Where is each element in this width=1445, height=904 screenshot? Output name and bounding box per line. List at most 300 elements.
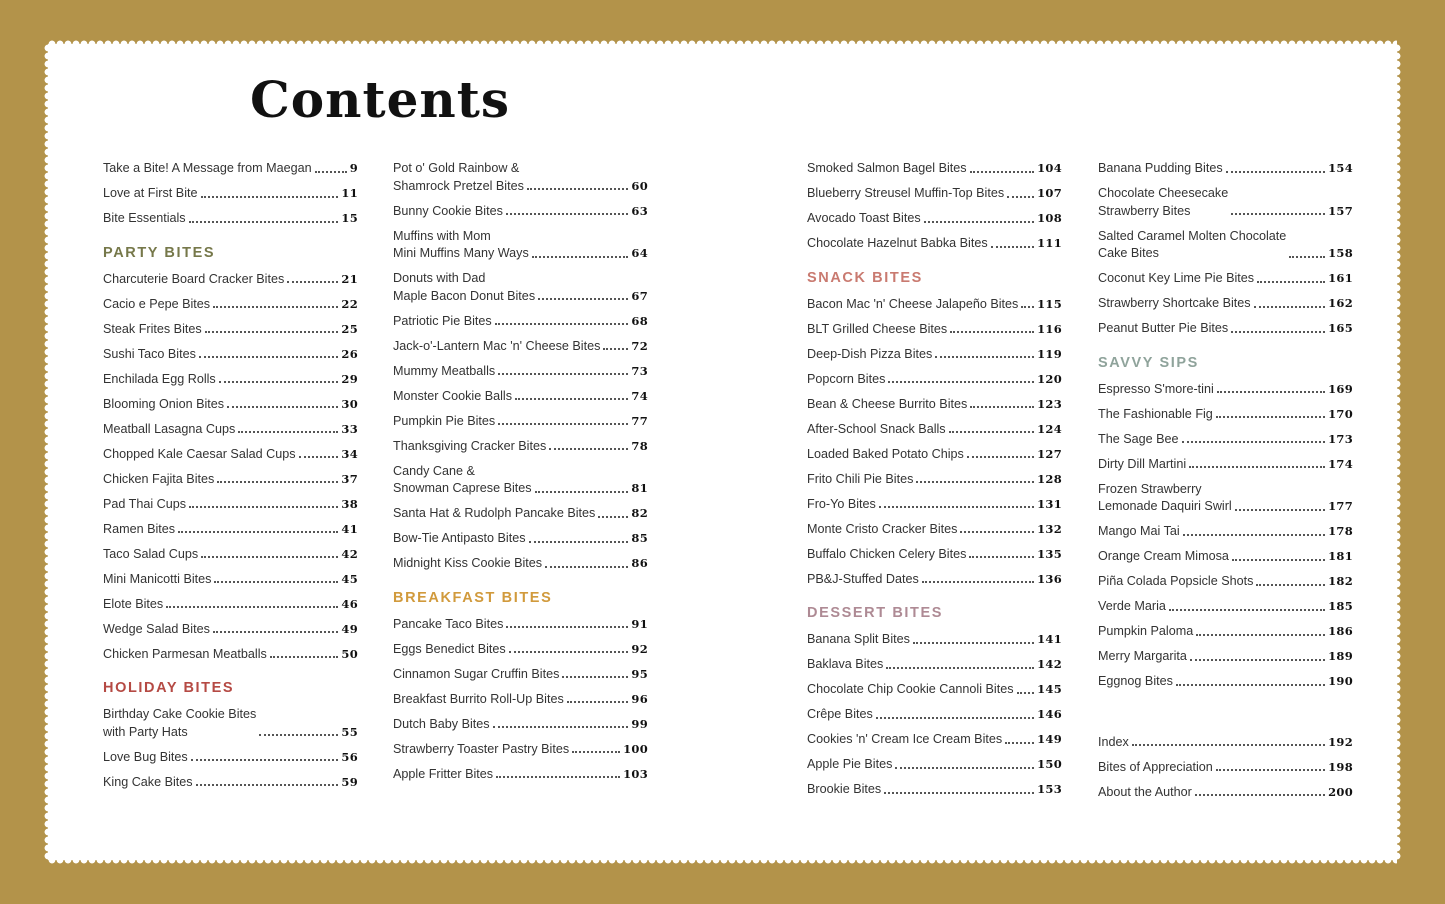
toc-entry-title: Salted Caramel Molten Chocolate Cake Bites xyxy=(1098,228,1287,260)
toc-entry[interactable] xyxy=(103,521,358,539)
toc-entry[interactable] xyxy=(393,160,648,195)
dot-leader xyxy=(1216,416,1325,418)
toc-entry[interactable] xyxy=(807,160,1062,178)
dot-leader xyxy=(949,431,1035,433)
toc-entry-title: Banana Split Bites xyxy=(807,632,910,646)
toc-entry-title: Buffalo Chicken Celery Bites xyxy=(807,546,967,561)
dot-leader xyxy=(1021,306,1034,308)
toc-entry[interactable] xyxy=(103,774,358,792)
toc-entry-title: The Fashionable Fig xyxy=(1098,406,1213,421)
toc-entry-page: 104 xyxy=(1037,161,1062,175)
toc-entry-title: About the Author xyxy=(1098,784,1192,799)
dot-leader xyxy=(1132,744,1325,746)
toc-entry-page: 49 xyxy=(341,621,358,636)
toc-entry-page: 173 xyxy=(1328,431,1353,446)
toc-entry-page: 85 xyxy=(631,531,648,545)
dot-leader xyxy=(916,481,1034,483)
toc-entry[interactable] xyxy=(1098,228,1353,263)
toc-entry[interactable] xyxy=(393,203,648,221)
toc-entry-title: Steak Frites Bites xyxy=(103,321,202,336)
toc-entry-title: Bites of Appreciation xyxy=(1098,759,1213,774)
toc-entry-title: Frito Chili Pie Bites xyxy=(807,471,914,486)
dot-leader xyxy=(1226,171,1325,173)
toc-entry-title: Bunny Cookie Bites xyxy=(393,203,503,218)
toc-entry[interactable] xyxy=(393,505,648,523)
dot-leader xyxy=(549,448,628,450)
toc-entry[interactable] xyxy=(807,496,1062,514)
dot-leader xyxy=(970,406,1034,408)
toc-column-2 xyxy=(393,160,648,791)
toc-entry-page: 149 xyxy=(1037,732,1062,746)
toc-entry-title: Chocolate Cheesecake Strawberry Bites xyxy=(1098,186,1229,218)
toc-entry[interactable] xyxy=(807,371,1062,389)
toc-entry[interactable] xyxy=(393,363,648,381)
dot-leader xyxy=(1190,659,1325,661)
toc-entry-page: 92 xyxy=(631,641,648,656)
toc-entry-page: 107 xyxy=(1037,186,1062,200)
stamp-edge-left xyxy=(44,44,52,860)
dot-leader xyxy=(922,581,1034,583)
toc-entry-title: Apple Pie Bites xyxy=(807,757,893,771)
toc-entry[interactable] xyxy=(807,756,1062,774)
toc-entry-page: 55 xyxy=(341,724,358,739)
section-heading: DESSERT BITES xyxy=(807,605,944,621)
toc-entry[interactable] xyxy=(103,496,358,514)
dot-leader xyxy=(213,631,339,633)
toc-entry[interactable] xyxy=(103,749,358,767)
toc-entry-title: Orange Cream Mimosa xyxy=(1098,549,1229,563)
toc-entry-title: Charcuterie Board Cracker Bites xyxy=(103,271,285,286)
toc-entry[interactable] xyxy=(393,716,648,734)
toc-entry-page: 198 xyxy=(1328,759,1353,774)
toc-entry-page: 22 xyxy=(341,296,358,311)
dot-leader xyxy=(535,491,629,493)
toc-entry-page: 161 xyxy=(1328,271,1353,285)
toc-entry[interactable] xyxy=(1098,481,1353,516)
toc-entry-title: Pumpkin Pie Bites xyxy=(393,413,496,428)
toc-entry[interactable] xyxy=(393,766,648,784)
toc-entry-title: Index xyxy=(1098,734,1129,749)
section-heading: SNACK BITES xyxy=(807,269,923,286)
toc-entry[interactable] xyxy=(807,656,1062,674)
toc-entry[interactable] xyxy=(103,210,358,228)
toc-entry[interactable] xyxy=(393,616,648,634)
toc-entry-title: Apple Fritter Bites xyxy=(393,766,494,781)
dot-leader xyxy=(1183,534,1325,536)
dot-leader xyxy=(506,213,628,215)
dot-leader xyxy=(259,734,338,736)
toc-entry[interactable] xyxy=(103,346,358,364)
toc-entry-page: 182 xyxy=(1328,574,1353,588)
section-heading: HOLIDAY BITES xyxy=(103,680,235,696)
toc-entry[interactable] xyxy=(1098,759,1353,777)
toc-entry[interactable] xyxy=(807,446,1062,464)
toc-entry-page: 145 xyxy=(1037,682,1062,696)
dot-leader xyxy=(493,726,629,728)
toc-entry[interactable] xyxy=(1098,431,1353,449)
toc-entry-page: 100 xyxy=(623,741,648,756)
toc-entry-page: 41 xyxy=(341,521,358,536)
toc-entry[interactable] xyxy=(807,185,1062,203)
toc-entry[interactable] xyxy=(807,706,1062,724)
dot-leader xyxy=(970,171,1034,173)
toc-entry-page: 9 xyxy=(349,161,358,175)
dot-leader xyxy=(1169,609,1325,611)
toc-entry[interactable] xyxy=(1098,548,1353,566)
dot-leader xyxy=(299,456,339,458)
toc-entry[interactable] xyxy=(393,228,648,263)
toc-entry[interactable] xyxy=(807,421,1062,439)
toc-entry[interactable] xyxy=(807,471,1062,489)
toc-entry[interactable] xyxy=(393,530,648,548)
toc-entry-title: Verde Maria xyxy=(1098,599,1166,613)
dot-leader xyxy=(506,626,628,628)
toc-entry[interactable] xyxy=(103,706,358,741)
toc-entry-page: 119 xyxy=(1037,346,1062,361)
toc-entry-page: 189 xyxy=(1328,649,1353,663)
toc-entry-page: 68 xyxy=(631,313,648,328)
toc-entry-page: 37 xyxy=(341,471,358,486)
dot-leader xyxy=(969,556,1034,558)
section-heading: SAVVY SIPS xyxy=(1098,354,1199,371)
dot-leader xyxy=(888,381,1034,383)
dot-leader xyxy=(532,256,629,258)
toc-entry[interactable] xyxy=(1098,673,1353,691)
toc-entry-page: 111 xyxy=(1037,236,1062,250)
toc-entry-title: Bite Essentials xyxy=(103,211,186,225)
toc-entry[interactable] xyxy=(393,641,648,659)
dot-leader xyxy=(950,331,1034,333)
dot-leader xyxy=(199,356,339,358)
toc-entry[interactable] xyxy=(103,596,358,614)
dot-leader xyxy=(603,348,628,350)
dot-leader xyxy=(967,456,1034,458)
dot-leader xyxy=(1196,634,1325,636)
toc-entry-page: 15 xyxy=(341,211,358,225)
toc-entry-title: Banana Pudding Bites xyxy=(1098,161,1223,175)
dot-leader xyxy=(572,751,620,753)
dot-leader xyxy=(879,506,1034,508)
toc-entry-title: Espresso S'more-tini xyxy=(1098,381,1214,396)
toc-entry-page: 132 xyxy=(1037,521,1062,536)
toc-entry-title: Avocado Toast Bites xyxy=(807,211,921,225)
toc-entry[interactable] xyxy=(1098,456,1353,474)
toc-entry-page: 178 xyxy=(1328,524,1353,538)
dot-leader xyxy=(1216,769,1325,771)
toc-entry[interactable] xyxy=(393,388,648,406)
dot-leader xyxy=(562,676,628,678)
toc-entry-title: Piña Colada Popsicle Shots xyxy=(1098,574,1254,588)
toc-entry[interactable] xyxy=(393,413,648,431)
toc-entry-title: Breakfast Burrito Roll-Up Bites xyxy=(393,691,564,706)
toc-entry[interactable] xyxy=(1098,734,1353,752)
toc-entry[interactable] xyxy=(393,270,648,305)
toc-entry-title: Take a Bite! A Message from Maegan xyxy=(103,161,312,175)
toc-entry-page: 56 xyxy=(341,749,358,764)
toc-entry-title: Chocolate Hazelnut Babka Bites xyxy=(807,236,988,250)
toc-entry-title: Ramen Bites xyxy=(103,521,176,536)
dot-leader xyxy=(1007,196,1034,198)
toc-entry[interactable] xyxy=(393,691,648,709)
dot-leader xyxy=(189,221,339,223)
toc-entry[interactable] xyxy=(807,396,1062,414)
toc-entry-page: 72 xyxy=(631,338,648,353)
toc-entry-title: Strawberry Shortcake Bites xyxy=(1098,296,1251,310)
toc-entry[interactable] xyxy=(103,546,358,564)
dot-leader xyxy=(201,556,338,558)
dot-leader xyxy=(1232,559,1325,561)
toc-entry[interactable] xyxy=(807,521,1062,539)
toc-entry[interactable] xyxy=(807,235,1062,253)
dot-leader xyxy=(991,246,1034,248)
toc-entry-title: PB&J-Stuffed Dates xyxy=(807,571,919,586)
toc-entry[interactable] xyxy=(103,571,358,589)
toc-entry[interactable] xyxy=(1098,270,1353,288)
dot-leader xyxy=(270,656,339,658)
toc-column-1 xyxy=(103,160,358,799)
toc-entry[interactable] xyxy=(1098,573,1353,591)
dot-leader xyxy=(191,759,339,761)
toc-entry-page: 42 xyxy=(341,546,358,561)
toc-entry-page: 103 xyxy=(623,766,648,781)
toc-entry[interactable] xyxy=(1098,648,1353,666)
toc-entry[interactable] xyxy=(807,631,1062,649)
dot-leader xyxy=(1256,584,1325,586)
dot-leader xyxy=(1257,281,1325,283)
dot-leader xyxy=(178,531,338,533)
toc-entry[interactable] xyxy=(1098,523,1353,541)
stamp-edge-right xyxy=(1393,44,1401,860)
dot-leader xyxy=(205,331,339,333)
toc-entry-title: Chopped Kale Caesar Salad Cups xyxy=(103,446,296,461)
toc-entry-page: 162 xyxy=(1328,296,1353,310)
dot-leader xyxy=(1254,306,1326,308)
toc-entry-page: 170 xyxy=(1328,406,1353,421)
toc-entry[interactable] xyxy=(807,346,1062,364)
toc-entry-page: 86 xyxy=(631,556,648,570)
toc-entry-page: 81 xyxy=(631,481,648,495)
toc-entry-page: 123 xyxy=(1037,396,1062,411)
toc-entry-title: Pancake Taco Bites xyxy=(393,616,504,631)
toc-entry-title: Patriotic Pie Bites xyxy=(393,313,492,328)
toc-entry[interactable] xyxy=(807,546,1062,564)
dot-leader xyxy=(1017,692,1035,694)
toc-entry-title: Frozen Strawberry Lemonade Daquiri Swirl xyxy=(1098,481,1232,513)
toc-entry[interactable] xyxy=(103,271,358,289)
toc-entry[interactable] xyxy=(1098,623,1353,641)
toc-entry-title: Dutch Baby Bites xyxy=(393,716,490,731)
toc-entry[interactable] xyxy=(103,321,358,339)
toc-entry-title: Cookies 'n' Cream Ice Cream Bites xyxy=(807,732,1003,746)
toc-entry[interactable] xyxy=(1098,320,1353,338)
toc-entry[interactable] xyxy=(1098,784,1353,802)
toc-entry[interactable] xyxy=(103,446,358,464)
toc-entry-page: 38 xyxy=(341,496,358,511)
toc-entry[interactable] xyxy=(807,321,1062,339)
toc-entry-title: Crêpe Bites xyxy=(807,707,873,721)
dot-leader xyxy=(598,516,628,518)
toc-entry-title: Midnight Kiss Cookie Bites xyxy=(393,556,543,570)
toc-entry[interactable] xyxy=(1098,160,1353,178)
toc-entry[interactable] xyxy=(393,555,648,573)
toc-entry[interactable] xyxy=(807,296,1062,314)
dot-leader xyxy=(315,171,347,173)
toc-entry-title: Peanut Butter Pie Bites xyxy=(1098,321,1229,335)
toc-entry-page: 141 xyxy=(1037,632,1062,646)
toc-entry-page: 50 xyxy=(341,646,358,661)
dot-leader xyxy=(498,373,628,375)
toc-entry-title: Santa Hat & Rudolph Pancake Bites xyxy=(393,506,596,520)
dot-leader xyxy=(227,406,338,408)
toc-entry-page: 29 xyxy=(341,371,358,386)
toc-entry[interactable] xyxy=(393,313,648,331)
toc-column-3 xyxy=(807,160,1062,806)
dot-leader xyxy=(924,221,1034,223)
toc-entry[interactable] xyxy=(807,210,1062,228)
toc-entry[interactable] xyxy=(103,396,358,414)
section-heading xyxy=(1098,707,1353,725)
toc-entry[interactable] xyxy=(1098,185,1353,220)
toc-entry-title: Blueberry Streusel Muffin-Top Bites xyxy=(807,186,1005,200)
toc-entry-title: Love at First Bite xyxy=(103,186,198,200)
toc-entry-page: 135 xyxy=(1037,546,1062,561)
dot-leader xyxy=(1005,742,1034,744)
toc-entry-title: King Cake Bites xyxy=(103,774,193,789)
toc-entry-page: 67 xyxy=(631,288,648,303)
toc-entry-page: 174 xyxy=(1328,456,1353,471)
toc-entry-page: 25 xyxy=(341,321,358,336)
toc-entry-title: Elote Bites xyxy=(103,596,164,611)
dot-leader xyxy=(960,531,1034,533)
toc-entry-page: 91 xyxy=(631,616,648,631)
toc-entry-page: 26 xyxy=(341,346,358,361)
toc-entry[interactable] xyxy=(103,621,358,639)
toc-entry-page: 116 xyxy=(1037,321,1062,336)
toc-entry-title: Merry Margarita xyxy=(1098,649,1187,663)
dot-leader xyxy=(935,356,1034,358)
toc-entry[interactable] xyxy=(1098,295,1353,313)
toc-entry[interactable] xyxy=(103,421,358,439)
toc-entry-page: 124 xyxy=(1037,421,1062,436)
toc-entry-page: 99 xyxy=(631,716,648,731)
toc-entry-title: Deep-Dish Pizza Bites xyxy=(807,346,933,361)
dot-leader xyxy=(1231,331,1325,333)
toc-entry-title: Pad Thai Cups xyxy=(103,496,187,511)
dot-leader xyxy=(886,667,1034,669)
dot-leader xyxy=(1189,466,1325,468)
toc-entry[interactable] xyxy=(103,160,358,178)
toc-entry-title: Loaded Baked Potato Chips xyxy=(807,446,964,461)
dot-leader xyxy=(189,506,338,508)
toc-entry[interactable] xyxy=(393,666,648,684)
toc-entry[interactable] xyxy=(1098,406,1353,424)
toc-entry[interactable] xyxy=(807,571,1062,589)
toc-entry-title: Eggnog Bites xyxy=(1098,674,1173,688)
toc-entry-page: 108 xyxy=(1037,211,1062,225)
toc-entry[interactable] xyxy=(1098,598,1353,616)
toc-entry[interactable] xyxy=(807,781,1062,799)
toc-column-4 xyxy=(1098,160,1353,809)
toc-entry-page: 96 xyxy=(631,691,648,706)
toc-entry[interactable] xyxy=(1098,381,1353,399)
dot-leader xyxy=(238,431,338,433)
dot-leader xyxy=(876,717,1034,719)
toc-entry[interactable] xyxy=(393,463,648,498)
dot-leader xyxy=(884,792,1034,794)
toc-entry-page: 64 xyxy=(631,246,648,260)
toc-entry-page: 30 xyxy=(341,396,358,411)
toc-entry-title: Monster Cookie Balls xyxy=(393,388,512,403)
toc-entry-title: Taco Salad Cups xyxy=(103,546,199,561)
toc-entry-title: Mango Mai Tai xyxy=(1098,524,1180,538)
toc-entry-page: 131 xyxy=(1037,496,1062,511)
toc-entry[interactable] xyxy=(103,296,358,314)
toc-entry[interactable] xyxy=(393,438,648,456)
dot-leader xyxy=(213,306,338,308)
toc-entry-title: Love Bug Bites xyxy=(103,749,188,764)
toc-entry-title: Chicken Fajita Bites xyxy=(103,471,215,486)
toc-entry[interactable] xyxy=(393,338,648,356)
dot-leader xyxy=(166,606,338,608)
toc-entry-page: 177 xyxy=(1328,499,1353,513)
toc-entry-page: 95 xyxy=(631,666,648,681)
toc-entry-page: 169 xyxy=(1328,381,1353,396)
toc-entry-title: Bean & Cheese Burrito Bites xyxy=(807,396,968,411)
dot-leader xyxy=(1235,509,1325,511)
dot-leader xyxy=(538,298,628,300)
toc-entry-title: Pot o' Gold Rainbow & Shamrock Pretzel Bites xyxy=(393,161,524,193)
dot-leader xyxy=(913,642,1034,644)
toc-entry-page: 60 xyxy=(631,178,648,193)
toc-entry-title: Bow-Tie Antipasto Bites xyxy=(393,531,526,545)
toc-entry-page: 78 xyxy=(631,438,648,453)
toc-entry-page: 185 xyxy=(1328,599,1353,613)
toc-entry-title: Muffins with Mom Mini Muffins Many Ways xyxy=(393,228,529,260)
toc-entry-page: 77 xyxy=(631,413,648,428)
toc-entry-title: Eggs Benedict Bites xyxy=(393,641,506,656)
dot-leader xyxy=(196,784,339,786)
toc-entry-page: 146 xyxy=(1037,707,1062,721)
toc-entry[interactable] xyxy=(393,741,648,759)
toc-entry-page: 192 xyxy=(1328,734,1353,749)
dot-leader xyxy=(214,581,338,583)
dot-leader xyxy=(219,381,339,383)
toc-entry-title: Donuts with Dad Maple Bacon Donut Bites xyxy=(393,271,536,303)
toc-entry[interactable] xyxy=(103,371,358,389)
page-title: Contents xyxy=(250,70,511,129)
toc-entry[interactable] xyxy=(103,471,358,489)
toc-entry[interactable] xyxy=(807,681,1062,699)
toc-entry-title: Pumpkin Paloma xyxy=(1098,624,1194,638)
dot-leader xyxy=(895,767,1034,769)
toc-entry-page: 120 xyxy=(1037,371,1062,386)
toc-entry[interactable] xyxy=(103,185,358,203)
dot-leader xyxy=(529,541,629,543)
toc-entry-title: Wedge Salad Bites xyxy=(103,621,210,636)
section-heading: PARTY BITES xyxy=(103,244,216,261)
toc-entry-page: 136 xyxy=(1037,571,1062,586)
dot-leader xyxy=(509,651,629,653)
toc-entry-title: Fro-Yo Bites xyxy=(807,496,876,511)
toc-entry-page: 181 xyxy=(1328,549,1353,563)
toc-entry-title: Brookie Bites xyxy=(807,782,882,796)
toc-entry-title: Coconut Key Lime Pie Bites xyxy=(1098,271,1255,285)
toc-entry[interactable] xyxy=(103,646,358,664)
toc-entry[interactable] xyxy=(807,731,1062,749)
toc-entry-page: 115 xyxy=(1037,296,1062,311)
toc-entry-page: 158 xyxy=(1328,246,1353,260)
toc-entry-page: 154 xyxy=(1328,161,1353,175)
